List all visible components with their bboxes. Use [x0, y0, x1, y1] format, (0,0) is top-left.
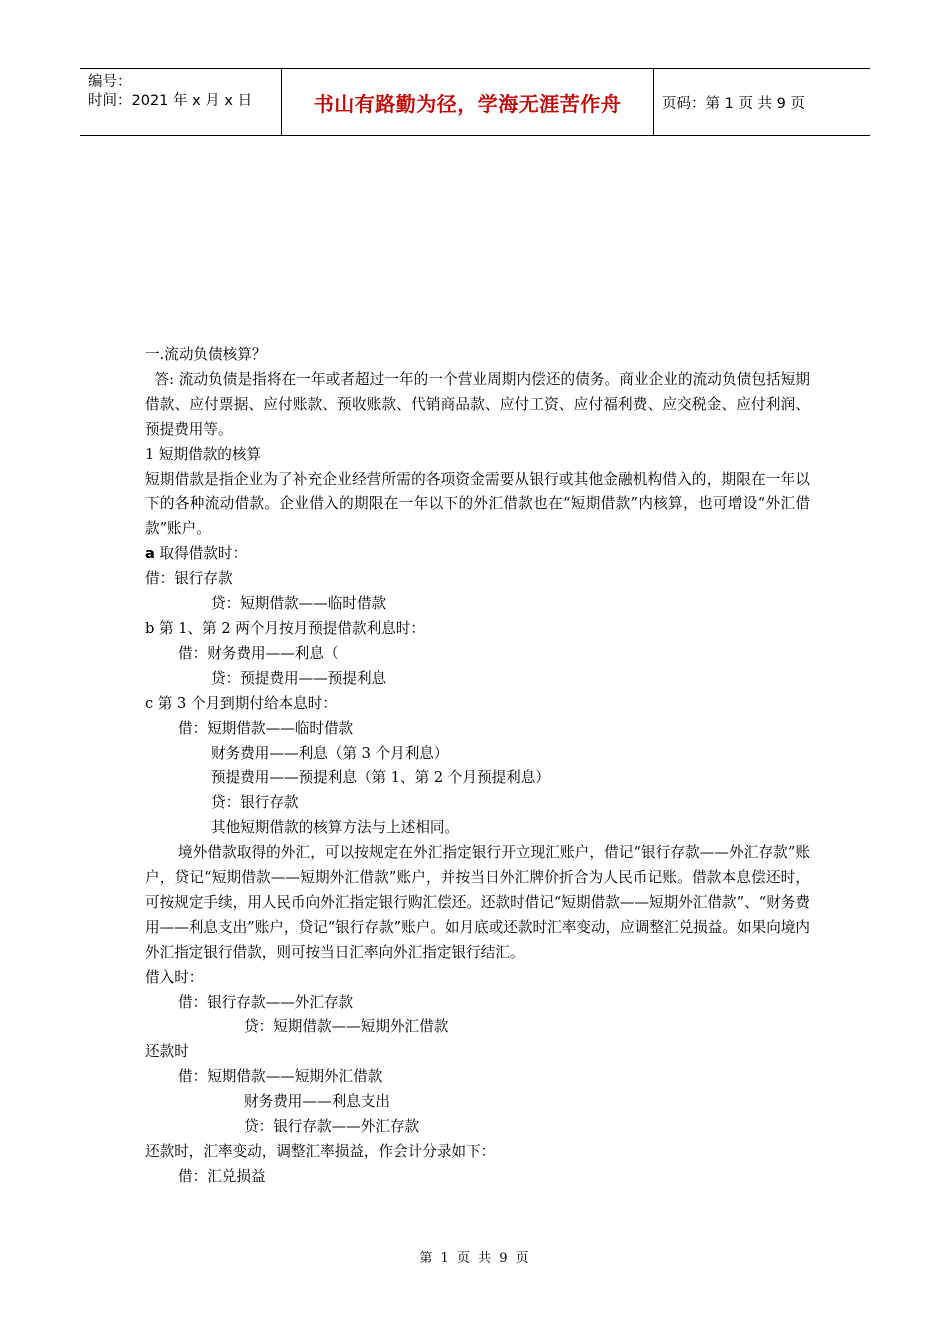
entry-debit: 借：银行存款——外汇存款	[178, 993, 354, 1011]
entry-debit: 借：汇兑损益	[178, 1167, 266, 1185]
entry-debit-line: 预提费用——预提利息（第 1、第 2 个月预提利息）	[211, 769, 550, 787]
note-line: 其他短期借款的核算方法与上述相同。	[211, 819, 460, 837]
entry-credit: 贷：短期借款——临时借款	[211, 595, 387, 613]
repay-heading: 还款时	[145, 1043, 189, 1061]
rate-change-line: 还款时，汇率变动，调整汇率损益，作会计分录如下：	[145, 1143, 496, 1160]
entry-credit: 贷：银行存款	[211, 794, 299, 812]
step-b-heading: b 第 1、第 2 两个月按月预提借款利息时：	[145, 619, 425, 637]
entry-debit-line: 财务费用——利息（第 3 个月利息）	[211, 744, 449, 762]
header-page-cell	[654, 69, 870, 135]
borrow-heading: 借入时：	[145, 968, 204, 986]
step-a-letter: a	[145, 545, 155, 563]
subsection-heading: 1 短期借款的核算	[145, 445, 262, 463]
header-meta-cell	[80, 69, 281, 135]
entry-credit: 贷：短期借款——短期外汇借款	[244, 1018, 449, 1036]
foreign-loan-paragraph: 境外借款取得的外汇，可以按规定在外汇指定银行开立现汇账户，借记“银行存款——外汇存款”账户，贷记“短期借款——短期外汇借款”账户，并按当日外汇牌价折合为人民币记账。借款本息偿还时，可按规定手续，用人民币向外汇指定银行购汇偿还。还款时借记“短期借款——短期外汇借款”、“财务费用——利息支出”账户，贷记“银行存款”账户。如月底或还款时汇率变动，应调整汇兑损益。如果向境内外汇指定银行借款，则可按当日汇率向外汇指定银行结汇。	[145, 844, 810, 961]
step-c-heading: c 第 3 个月到期付给本息时：	[145, 694, 337, 712]
step-a-heading	[145, 542, 810, 567]
entry-debit: 借：财务费用——利息（	[178, 644, 339, 662]
entry-debit: 借：银行存款	[145, 570, 233, 588]
motto-text: 书山有路勤为径，学海无涯苦作舟	[313, 91, 622, 116]
entry-credit: 贷：预提费用——预提利息	[211, 669, 387, 687]
definition-paragraph: 短期借款是指企业为了补充企业经营所需的各项资金需要从银行或其他金融机构借入的，期限在一年以下的各种流动借款。企业借入的期限在一年以下的外汇借款也在“短期借款”内核算，也可增设“外汇借款”账户。	[145, 470, 810, 538]
entry-debit: 借：短期借款——临时借款	[178, 719, 354, 737]
page-info: 页码：第 1 页 共 9 页	[662, 95, 805, 112]
entry-debit: 借：短期借款——短期外汇借款	[178, 1068, 383, 1086]
document-body	[145, 343, 810, 1190]
header-table	[80, 68, 870, 136]
page-footer	[0, 1247, 950, 1266]
header-motto-cell	[281, 69, 654, 135]
date-label: 时间：2021 年 x 月 x 日	[88, 93, 253, 109]
step-a-text: 取得借款时：	[154, 545, 248, 563]
footer-page-number: 第 1 页 共 9 页	[419, 1251, 531, 1266]
answer-paragraph: 答: 流动负债是指将在一年或者超过一年的一个营业周期内偿还的债务。商业企业的流动负债包括短期借款、应付票据、应付账款、预收账款、代销商品款、应付工资、应付福利费、应交税金、应付利润、预提费用等。	[145, 370, 810, 438]
number-label: 编号：	[88, 74, 132, 90]
entry-credit: 贷：银行存款——外汇存款	[244, 1118, 420, 1136]
entry-debit-line: 财务费用——利息支出	[244, 1093, 390, 1111]
section-heading: 一.流动负债核算？	[145, 346, 267, 363]
